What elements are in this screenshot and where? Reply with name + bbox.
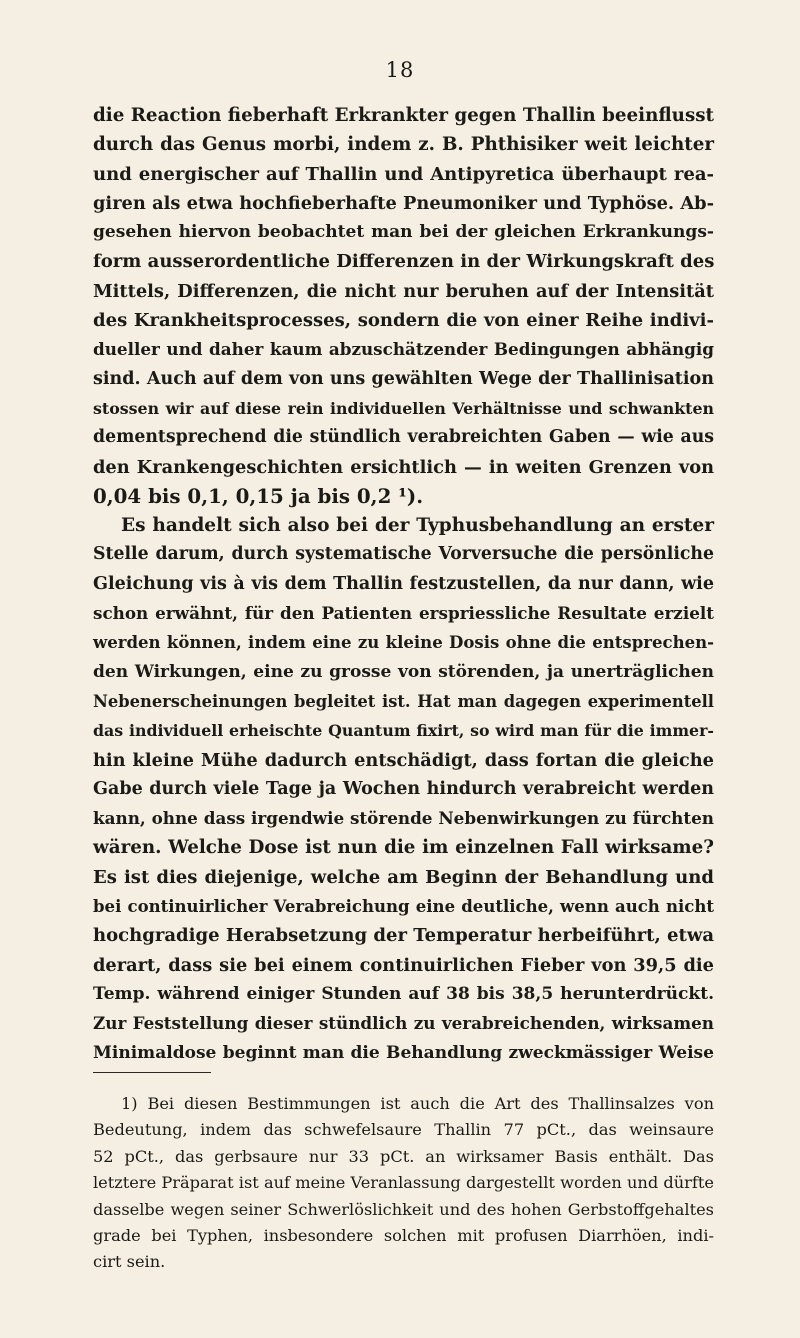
- text-line: Stelle darum, durch systematische Vorversuche die persönliche: [93, 544, 714, 565]
- footnote-line: letztere Präparat ist auf meine Veranlassung dargestellt worden und dürfte: [93, 1173, 714, 1193]
- text-line: Minimaldose beginnt man die Behandlung zweckmässiger Weise: [93, 1042, 714, 1063]
- text-line: derart, dass sie bei einem continuirlichen Fieber von 39,5 die: [93, 954, 714, 976]
- text-line: schon erwähnt, für den Patienten erspriessliche Resultate erzielt: [93, 603, 714, 624]
- text-line: dueller und daher kaum abzuschätzender Bedingungen abhängig: [93, 339, 714, 360]
- text-line: die Reaction fieberhaft Erkrankter gegen Thallin beeinflusst: [93, 105, 714, 126]
- text-line: hochgradige Herabsetzung der Temperatur herbeiführt, etwa: [93, 925, 715, 947]
- text-line: Nebenerscheinungen begleitet ist. Hat man dagegen experimentell: [93, 691, 714, 711]
- text-line: Gleichung vis à vis dem Thallin festzustellen, da nur dann, wie: [93, 573, 714, 594]
- text-line: durch das Genus morbi, indem z. B. Phthisiker weit leichter: [93, 134, 714, 156]
- body-text: [93, 101, 714, 1068]
- text-line: des Krankheitsprocesses, sondern die von einer Reihe indivi-: [93, 310, 714, 332]
- text-line: dementsprechend die stündlich verabreichten Gaben — wie aus: [93, 427, 714, 448]
- text-line: das individuell erheischte Quantum fixirt, so wird man für die immer-: [93, 721, 714, 741]
- footnote-line: Bedeutung, indem das schwefelsaure Thallin 77 pCt., das weinsaure: [93, 1120, 714, 1140]
- text-line: Gabe durch viele Tage ja Wochen hindurch verabreicht werden: [93, 778, 714, 799]
- text-line: stossen wir auf diese rein individuellen Verhältnisse und schwankten: [93, 398, 714, 418]
- text-line: hin kleine Mühe dadurch entschädigt, dass fortan die gleiche: [93, 749, 714, 771]
- footnote-line: 1) Bei diesen Bestimmungen ist auch die Art des Thallinsalzes von: [121, 1094, 714, 1113]
- text-line: wären. Welche Dose ist nun die im einzelnen Fall wirksame?: [93, 837, 714, 859]
- text-line: Temp. während einiger Stunden auf 38 bis 38,5 herunterdrückt.: [93, 983, 714, 1004]
- footnote-line: dasselbe wegen seiner Schwerlöslichkeit und des hohen Gerbstoffgehaltes: [93, 1199, 714, 1219]
- text-line: den Krankengeschichten ersichtlich — in weiten Grenzen von: [93, 456, 714, 478]
- text-line: gesehen hiervon beobachtet man bei der gleichen Erkrankungs-: [93, 222, 714, 243]
- text-line: form ausserordentliche Differenzen in der Wirkungskraft des: [93, 251, 715, 273]
- text-line: Es handelt sich also bei der Typhusbehandlung an erster: [121, 515, 714, 537]
- text-line: kann, ohne dass irgendwie störende Nebenwirkungen zu fürchten: [93, 808, 714, 829]
- text-line: bei continuirlicher Verabreichung eine deutliche, wenn auch nicht: [93, 896, 714, 917]
- footnote-line: 52 pCt., das gerbsaure nur 33 pCt. an wirksamer Basis enthält. Das: [93, 1146, 714, 1166]
- text-line: Mittels, Differenzen, die nicht nur beruhen auf der Intensität: [93, 280, 714, 302]
- text-line: Es ist dies diejenige, welche am Beginn der Behandlung und: [93, 866, 714, 888]
- footnote-line: cirt sein.: [93, 1252, 166, 1272]
- footnote-divider: [93, 1072, 211, 1073]
- text-line: sind. Auch auf dem von uns gewählten Wege der Thallinisation: [93, 368, 714, 389]
- text-line: den Wirkungen, eine zu grosse von störenden, ja unerträglichen: [93, 661, 714, 682]
- text-line: giren als etwa hochfieberhafte Pneumoniker und Typhöse. Ab-: [93, 192, 714, 214]
- page-number: 18: [385, 58, 415, 82]
- text-line: werden können, indem eine zu kleine Dosis ohne die entsprechen-: [93, 632, 714, 653]
- text-line: Zur Feststellung dieser stündlich zu verabreichenden, wirksamen: [93, 1013, 714, 1034]
- footnote-line: grade bei Typhen, insbesondere solchen mit profusen Diarrhöen, indi-: [93, 1225, 714, 1245]
- footnote: [93, 1091, 714, 1276]
- text-line: 0,04 bis 0,1, 0,15 ja bis 0,2 ¹).: [93, 483, 424, 508]
- text-line: und energischer auf Thallin und Antipyretica überhaupt rea-: [93, 163, 714, 185]
